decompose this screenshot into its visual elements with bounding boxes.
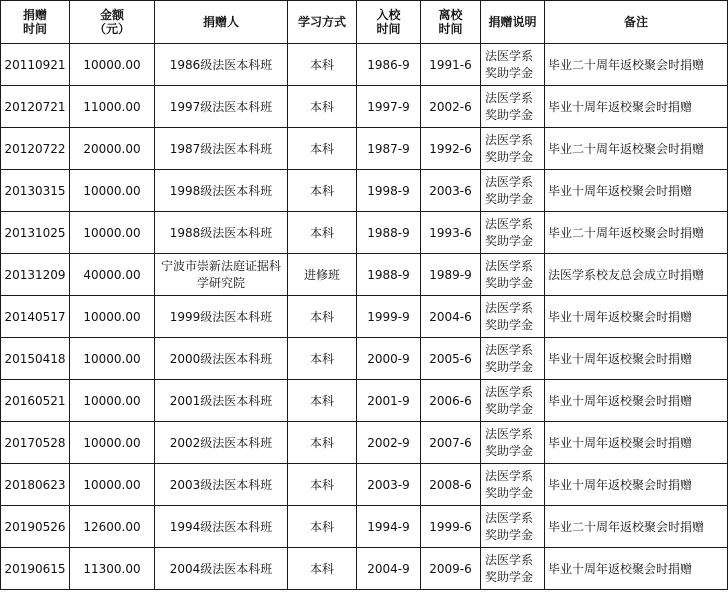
cell-amount: 10000.00 [70, 170, 155, 212]
header-amount-line1: 金额 [99, 8, 124, 22]
cell-leave: 2005-6 [421, 338, 481, 380]
cell-amount: 11000.00 [70, 86, 155, 128]
cell-mode: 本科 [288, 338, 357, 380]
table-row [1, 86, 728, 128]
cell-note: 毕业二十周年返校聚会时捐赠 [545, 506, 728, 548]
cell-enroll: 1986-9 [357, 44, 421, 86]
cell-donor: 2000级法医本科班 [155, 338, 288, 380]
cell-amount: 10000.00 [70, 338, 155, 380]
cell-date: 20131209 [1, 254, 70, 296]
cell-mode: 本科 [288, 464, 357, 506]
cell-mode: 本科 [288, 548, 357, 590]
cell-note: 毕业十周年返校聚会时捐赠 [545, 548, 728, 590]
header-date [1, 1, 70, 44]
header-leave [421, 1, 481, 44]
cell-date: 20131025 [1, 212, 70, 254]
cell-donor: 1998级法医本科班 [155, 170, 288, 212]
cell-date: 20120721 [1, 86, 70, 128]
header-amount-line2: （元） [93, 22, 130, 36]
cell-donor: 2003级法医本科班 [155, 464, 288, 506]
cell-donor: 1997级法医本科班 [155, 86, 288, 128]
cell-mode: 本科 [288, 86, 357, 128]
cell-explain: 法医学系奖助学金 [481, 170, 545, 212]
cell-explain: 法医学系奖助学金 [481, 212, 545, 254]
table-row [1, 170, 728, 212]
cell-date: 20190526 [1, 506, 70, 548]
cell-amount: 10000.00 [70, 422, 155, 464]
header-enroll-line2: 时间 [376, 22, 401, 36]
cell-explain: 法医学系奖助学金 [481, 128, 545, 170]
table-row [1, 380, 728, 422]
cell-enroll: 1988-9 [357, 254, 421, 296]
table-row [1, 254, 728, 296]
cell-date: 20190615 [1, 548, 70, 590]
cell-note: 毕业十周年返校聚会时捐赠 [545, 170, 728, 212]
header-date-line1: 捐赠 [22, 8, 47, 22]
cell-note: 毕业十周年返校聚会时捐赠 [545, 464, 728, 506]
cell-mode: 本科 [288, 212, 357, 254]
cell-enroll: 2000-9 [357, 338, 421, 380]
cell-amount: 40000.00 [70, 254, 155, 296]
cell-date: 20180623 [1, 464, 70, 506]
cell-enroll: 1994-9 [357, 506, 421, 548]
cell-note: 毕业十周年返校聚会时捐赠 [545, 296, 728, 338]
cell-enroll: 1988-9 [357, 212, 421, 254]
cell-amount: 20000.00 [70, 128, 155, 170]
cell-date: 20160521 [1, 380, 70, 422]
cell-explain: 法医学系奖助学金 [481, 44, 545, 86]
table-row [1, 548, 728, 590]
cell-enroll: 2002-9 [357, 422, 421, 464]
cell-note: 毕业二十周年返校聚会时捐赠 [545, 44, 728, 86]
table-row [1, 338, 728, 380]
cell-explain: 法医学系奖助学金 [481, 380, 545, 422]
cell-enroll: 1987-9 [357, 128, 421, 170]
table-row [1, 464, 728, 506]
cell-note: 法医学系校友总会成立时捐赠 [545, 254, 728, 296]
cell-amount: 10000.00 [70, 44, 155, 86]
cell-mode: 进修班 [288, 254, 357, 296]
cell-leave: 1989-9 [421, 254, 481, 296]
cell-leave: 2002-6 [421, 86, 481, 128]
cell-date: 20170528 [1, 422, 70, 464]
cell-explain: 法医学系奖助学金 [481, 338, 545, 380]
cell-enroll: 2004-9 [357, 548, 421, 590]
cell-donor: 1988级法医本科班 [155, 212, 288, 254]
cell-leave: 1999-6 [421, 506, 481, 548]
cell-enroll: 1999-9 [357, 296, 421, 338]
header-enroll-line1: 入校 [376, 8, 401, 22]
cell-mode: 本科 [288, 422, 357, 464]
cell-enroll: 1997-9 [357, 86, 421, 128]
cell-mode: 本科 [288, 296, 357, 338]
cell-amount: 11300.00 [70, 548, 155, 590]
cell-leave: 2009-6 [421, 548, 481, 590]
header-note: 备注 [545, 1, 728, 44]
cell-leave: 2004-6 [421, 296, 481, 338]
cell-mode: 本科 [288, 170, 357, 212]
header-date-line2: 时间 [22, 22, 47, 36]
header-explain: 捐赠说明 [481, 1, 545, 44]
cell-date: 20150418 [1, 338, 70, 380]
cell-explain: 法医学系奖助学金 [481, 296, 545, 338]
table-row [1, 296, 728, 338]
header-row [1, 1, 728, 44]
cell-donor: 1987级法医本科班 [155, 128, 288, 170]
cell-amount: 10000.00 [70, 380, 155, 422]
cell-donor: 2004级法医本科班 [155, 548, 288, 590]
cell-date: 20120722 [1, 128, 70, 170]
cell-amount: 10000.00 [70, 296, 155, 338]
cell-date: 20130315 [1, 170, 70, 212]
header-enroll [357, 1, 421, 44]
cell-leave: 2006-6 [421, 380, 481, 422]
header-mode: 学习方式 [288, 1, 357, 44]
cell-explain: 法医学系奖助学金 [481, 464, 545, 506]
cell-donor: 宁波市崇新法庭证据科学研究院 [155, 254, 288, 296]
cell-note: 毕业十周年返校聚会时捐赠 [545, 422, 728, 464]
cell-donor: 2001级法医本科班 [155, 380, 288, 422]
cell-enroll: 2001-9 [357, 380, 421, 422]
cell-note: 毕业二十周年返校聚会时捐赠 [545, 212, 728, 254]
cell-leave: 2008-6 [421, 464, 481, 506]
cell-explain: 法医学系奖助学金 [481, 548, 545, 590]
cell-mode: 本科 [288, 44, 357, 86]
cell-explain: 法医学系奖助学金 [481, 422, 545, 464]
cell-amount: 10000.00 [70, 464, 155, 506]
table-row [1, 422, 728, 464]
header-leave-line2: 时间 [438, 22, 463, 36]
cell-amount: 12600.00 [70, 506, 155, 548]
cell-explain: 法医学系奖助学金 [481, 506, 545, 548]
cell-note: 毕业十周年返校聚会时捐赠 [545, 380, 728, 422]
table-row [1, 44, 728, 86]
cell-enroll: 1998-9 [357, 170, 421, 212]
cell-donor: 1999级法医本科班 [155, 296, 288, 338]
cell-date: 20140517 [1, 296, 70, 338]
cell-date: 20110921 [1, 44, 70, 86]
cell-leave: 1992-6 [421, 128, 481, 170]
header-donor: 捐赠人 [155, 1, 288, 44]
cell-note: 毕业十周年返校聚会时捐赠 [545, 338, 728, 380]
cell-mode: 本科 [288, 128, 357, 170]
cell-note: 毕业二十周年返校聚会时捐赠 [545, 128, 728, 170]
cell-note: 毕业十周年返校聚会时捐赠 [545, 86, 728, 128]
cell-donor: 1986级法医本科班 [155, 44, 288, 86]
cell-enroll: 2003-9 [357, 464, 421, 506]
cell-mode: 本科 [288, 506, 357, 548]
cell-explain: 法医学系奖助学金 [481, 254, 545, 296]
table-row [1, 128, 728, 170]
cell-leave: 2007-6 [421, 422, 481, 464]
header-amount [70, 1, 155, 44]
cell-leave: 2003-6 [421, 170, 481, 212]
cell-donor: 1994级法医本科班 [155, 506, 288, 548]
cell-leave: 1991-6 [421, 44, 481, 86]
cell-mode: 本科 [288, 380, 357, 422]
cell-donor: 2002级法医本科班 [155, 422, 288, 464]
header-leave-line1: 离校 [438, 8, 463, 22]
table-row [1, 212, 728, 254]
table-row [1, 506, 728, 548]
cell-leave: 1993-6 [421, 212, 481, 254]
cell-amount: 10000.00 [70, 212, 155, 254]
cell-explain: 法医学系奖助学金 [481, 86, 545, 128]
